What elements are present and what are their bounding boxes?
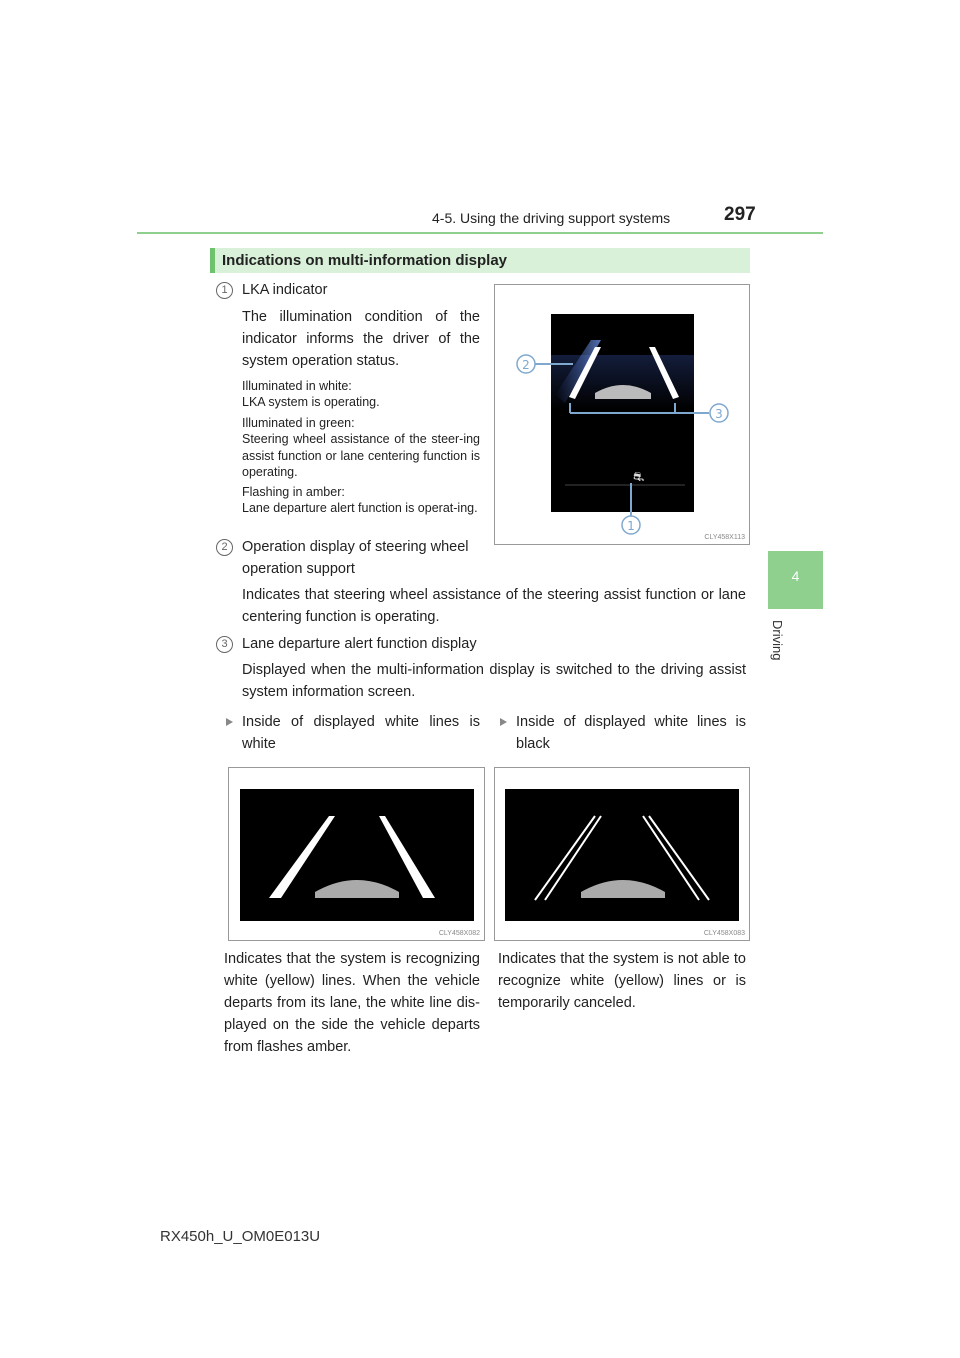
state-text-white: LKA system is operating. (242, 395, 380, 409)
figure-lines-white (228, 767, 485, 941)
callout-label-2: 2 (522, 358, 530, 372)
illustration-lines-black (495, 768, 749, 940)
header-section-title: 4-5. Using the driving support systems (432, 210, 671, 226)
item-marker-1: 1 (216, 282, 233, 299)
multi-information-display-figure (494, 284, 750, 545)
state-label-amber: Flashing in amber: (242, 485, 345, 499)
illustration-lines-white (229, 768, 484, 940)
item-description-operation-display: Indicates that steering wheel assistance of the steering assist function or lane centering function is operating. (242, 587, 746, 625)
item-description-lka-indicator: The illumination condition of the indicator informs the driver of the system operation status. (242, 309, 480, 369)
item-marker-2: 2 (216, 539, 233, 556)
caption-lines-white: Indicates that the system is recognizing white (yellow) lines. When the vehicle departs from its lane, the white line dis-played on the side the vehicle departs from flashes amber. (224, 951, 480, 1055)
figure-code: CLY458X113 (704, 534, 745, 541)
figure-code: CLY458X082 (438, 930, 480, 937)
item-marker-3: 3 (216, 636, 233, 653)
display-illustration (495, 285, 749, 544)
chapter-tab: 4 (768, 551, 823, 609)
section-title: Indications on multi-information display (222, 252, 508, 269)
comparison-heading-black: Inside of displayed white lines is black (516, 714, 746, 752)
figure-lines-black (494, 767, 750, 941)
caption-lines-black: Indicates that the system is not able to recognize white (yellow) lines or is temporarily canceled. (498, 951, 746, 1011)
item-title-lane-departure-display: Lane departure alert function display (242, 636, 477, 652)
page-number: 297 (724, 204, 756, 225)
callout-label-3: 3 (715, 407, 723, 421)
display-screen (505, 789, 739, 921)
state-label-white: Illuminated in white: (242, 379, 352, 393)
state-label-green: Illuminated in green: (242, 416, 355, 430)
callout-label-1: 1 (627, 519, 635, 533)
state-text-green: Steering wheel assistance of the steer-ing assist function or lane centering function is operating. (242, 432, 480, 479)
bullet-arrow-icon (500, 718, 507, 726)
state-text-amber: Lane departure alert function is operat-ing. (242, 501, 478, 515)
comparison-heading-white: Inside of displayed white lines is white (242, 714, 480, 752)
footer-model-code: RX450h_U_OM0E013U (160, 1228, 321, 1245)
chapter-label: Driving (770, 620, 785, 661)
lka-indicator-icon: ⛐ (633, 470, 645, 485)
item-title-lka-indicator: LKA indicator (242, 282, 328, 298)
item-description-lane-departure-display: Displayed when the multi-information display is switched to the driving assist system information screen. (242, 662, 746, 700)
figure-code: CLY458X083 (703, 930, 745, 937)
bullet-arrow-icon (226, 718, 233, 726)
display-screen (240, 789, 474, 921)
item-title-operation-display: Operation display of steering wheel operation support (242, 539, 469, 577)
header-divider (137, 232, 823, 234)
